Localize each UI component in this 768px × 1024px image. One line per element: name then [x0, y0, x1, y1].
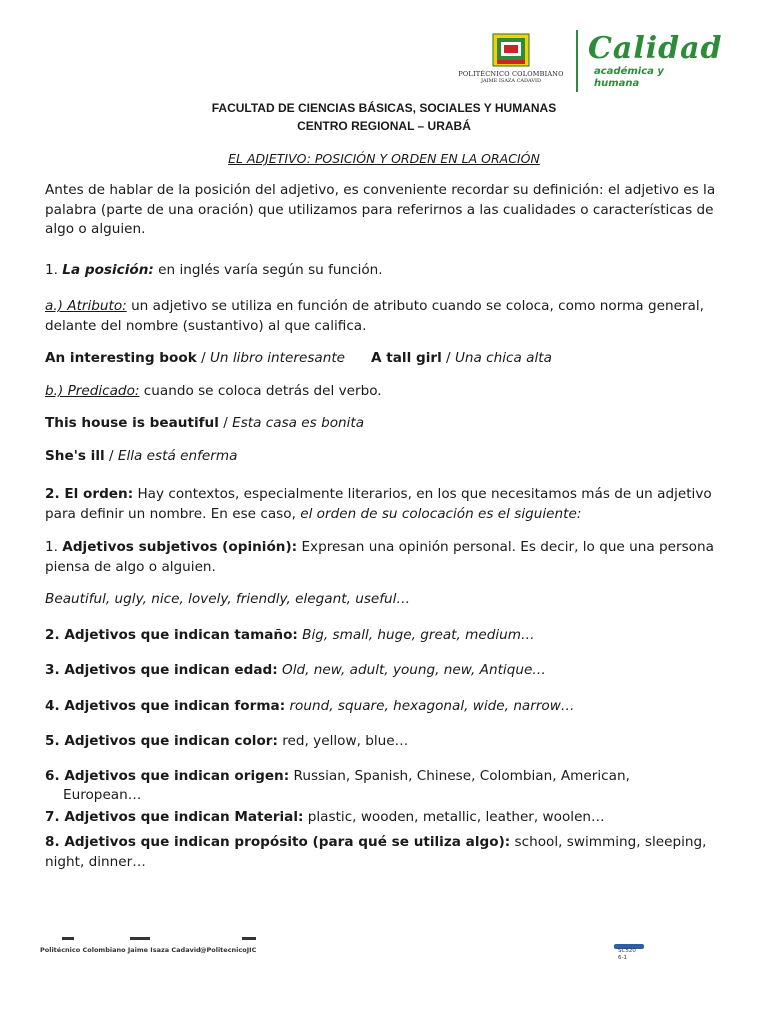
order-item-4	[45, 697, 735, 717]
order-item-1-label: Adjetivos subjetivos (opinión):	[62, 539, 298, 555]
atributo-label: a.) Atributo:	[45, 298, 127, 314]
order-item-6	[45, 767, 735, 787]
shield-emblem-icon	[452, 32, 570, 68]
atributo-example-2-es: Una chica alta	[454, 350, 552, 366]
calidad-title: Calidad	[588, 31, 723, 66]
order-item-8-label: 8. Adjetivos que indican propósito (para qué se utiliza algo):	[45, 834, 511, 850]
predicado-text: cuando se coloca detrás del verbo.	[139, 383, 382, 399]
atributo-text: un adjetivo se utiliza en función de atributo cuando se coloca, como norma general, delante del nombre (sustantivo) al que califica.	[45, 298, 704, 334]
footer-left-text: Politécnico Colombiano Jaime Isaza Cadavid	[40, 946, 201, 954]
social-icons-icon	[38, 929, 268, 943]
order-item-4-examples: round, square, hexagonal, wide, narrow…	[285, 698, 575, 714]
section-order-italic: el orden de su colocación es el siguiente:	[300, 505, 582, 522]
order-item-1-examples	[45, 590, 735, 610]
order-item-7-label: 7. Adjetivos que indican Material:	[45, 809, 304, 825]
order-item-6-cont: European…	[63, 787, 142, 803]
poli-logo-sub: JAIME ISAZA CADAVID	[480, 78, 542, 84]
order-item-2	[45, 626, 735, 646]
politecnico-logo	[452, 32, 570, 88]
atributo-paragraph	[45, 297, 735, 336]
atributo-example-2-sep: /	[441, 350, 455, 366]
footer-code	[612, 936, 648, 962]
section-position-label: La posición:	[62, 262, 154, 278]
section-order	[45, 485, 735, 524]
predicado-example-2	[45, 447, 735, 467]
atributo-example-1-sep: /	[196, 350, 210, 366]
order-item-5	[45, 732, 735, 752]
atributo-example-1-en: An interesting book	[45, 350, 197, 366]
predicado-example-1-es: Esta casa es bonita	[232, 415, 365, 431]
atributo-example-2	[371, 349, 731, 369]
calidad-logo	[588, 31, 723, 89]
logo-divider	[576, 30, 578, 92]
footer-social	[38, 928, 268, 956]
order-item-5-label: 5. Adjetivos que indican color:	[45, 733, 278, 749]
order-item-2-label: 2. Adjetivos que indican tamaño:	[45, 627, 298, 643]
order-item-5-examples: red, yellow, blue…	[277, 733, 409, 749]
order-item-6-examples: Russian, Spanish, Chinese, Colombian, American,	[289, 768, 630, 784]
order-item-1-text: Expresan una opinión personal. Es decir, lo que una persona piensa de algo o alguien.	[45, 539, 714, 575]
footer-code-2: 6-1	[618, 955, 627, 961]
faculty-heading: FACULTAD DE CIENCIAS BÁSICAS, SOCIALES Y HUMANAS	[211, 101, 557, 115]
section-position-num: 1.	[45, 262, 63, 278]
calidad-subtitle: académica y humana	[594, 66, 664, 89]
predicado-paragraph	[45, 382, 735, 402]
predicado-example-1	[45, 414, 735, 434]
section-position-text: en inglés varía según su función.	[153, 262, 383, 278]
predicado-label: b.) Predicado:	[45, 383, 140, 399]
order-item-3-examples: Old, new, adult, young, new, Antique…	[277, 662, 546, 678]
regional-heading: CENTRO REGIONAL – URABÁ	[297, 119, 471, 133]
order-item-1	[45, 538, 735, 577]
order-item-7-examples: plastic, wooden, metallic, leather, woolen…	[303, 809, 605, 825]
order-item-8-examples: school, swimming, sleeping, night, dinner…	[45, 834, 707, 870]
footer-code-1: SC520	[618, 948, 636, 954]
section-order-label: 2. El orden:	[45, 486, 134, 502]
order-item-3-label: 3. Adjetivos que indican edad:	[45, 662, 278, 678]
intro-paragraph: Antes de hablar de la posición del adjetivo, es conveniente recordar su definición: el adjetivo es la palabra (parte de una oración) que utilizamos para referirnos a las cualidades o características de algo o alguien.	[45, 182, 716, 237]
footer-right-text: @PolitecnicoJIC	[200, 946, 257, 954]
order-item-3	[45, 661, 735, 681]
order-item-1-num: 1.	[45, 539, 63, 555]
section-position	[45, 261, 735, 281]
predicado-example-1-sep: /	[218, 415, 233, 431]
predicado-example-2-sep: /	[104, 448, 118, 464]
order-item-1-examples-text: Beautiful, ugly, nice, lovely, friendly, elegant, useful…	[45, 591, 411, 607]
predicado-example-1-en: This house is beautiful	[45, 415, 219, 431]
atributo-example-1-es: Un libro interesante	[209, 350, 346, 366]
document-title: EL ADJETIVO: POSICIÓN Y ORDEN EN LA ORACIÓN	[228, 151, 540, 166]
predicado-example-2-en: She's ill	[45, 448, 105, 464]
order-item-4-label: 4. Adjetivos que indican forma:	[45, 698, 286, 714]
predicado-example-2-es: Ella está enferma	[117, 448, 238, 464]
order-item-7	[45, 808, 735, 828]
order-item-6-label: 6. Adjetivos que indican origen:	[45, 768, 290, 784]
poli-logo-name: POLITÉCNICO COLOMBIANO	[458, 70, 564, 78]
atributo-example-2-en: A tall girl	[371, 350, 442, 366]
order-item-8	[45, 833, 735, 872]
order-item-2-examples: Big, small, huge, great, medium…	[297, 627, 535, 643]
section-order-text: Hay contextos, especialmente literarios, en los que necesitamos más de un adjetivo para definir un nombre. En ese caso,	[45, 486, 712, 522]
